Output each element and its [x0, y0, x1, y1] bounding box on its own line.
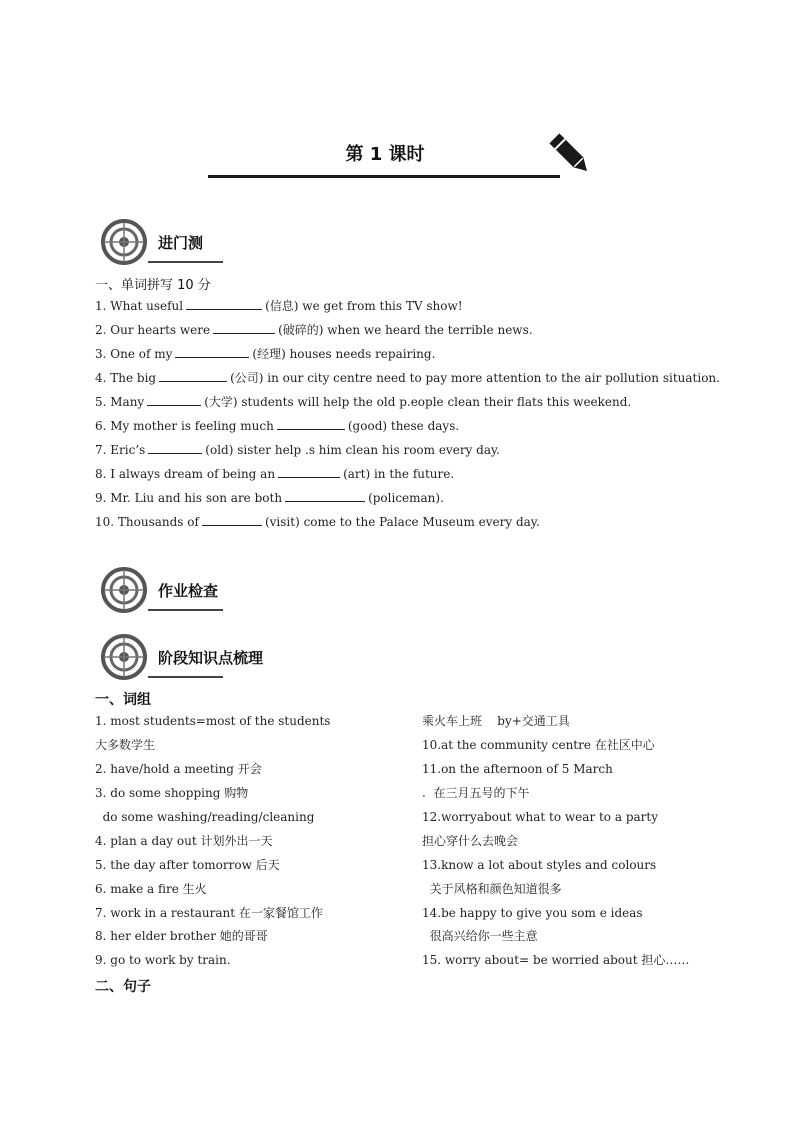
- answer-blank[interactable]: [159, 369, 227, 382]
- item-text: 6. My mother is feeling much: [95, 419, 274, 433]
- section-header-entry-test: [100, 218, 230, 268]
- answer-blank[interactable]: [213, 321, 275, 334]
- phrases-heading: 一、词组: [95, 692, 151, 708]
- section-title: 阶段知识点梳理: [158, 649, 264, 667]
- phrase-line: 很高兴给你一些主意: [422, 929, 538, 943]
- item-text: 3. One of my: [95, 347, 173, 361]
- sentences-heading: 二、句子: [95, 979, 151, 995]
- phrase-line: 6. make a fire 生火: [95, 882, 207, 896]
- item-hint: (policeman).: [368, 491, 444, 505]
- phrase-line: 11.on the afternoon of 5 March: [422, 762, 613, 776]
- answer-blank[interactable]: [285, 489, 365, 502]
- title-underline: [208, 175, 560, 178]
- item-hint: (大学) students will help the old p.eople clean their flats this weekend.: [204, 395, 632, 409]
- item-text: 8. I always dream of being an: [95, 467, 276, 481]
- item-hint: (经理) houses needs repairing.: [252, 347, 436, 361]
- item-hint: (信息) we get from this TV show!: [265, 299, 463, 313]
- phrase-line: 8. her elder brother 她的哥哥: [95, 929, 268, 943]
- spelling-item: [95, 417, 459, 434]
- answer-blank[interactable]: [148, 441, 202, 454]
- phrase-line: do some washing/reading/cleaning: [95, 810, 315, 824]
- pencil-icon: [545, 128, 595, 180]
- phrase-line: 12.worryabout what to wear to a party: [422, 810, 658, 824]
- item-text: 9. Mr. Liu and his son are both: [95, 491, 283, 505]
- phrase-line: 关于风格和颜色知道很多: [422, 882, 562, 896]
- phrase-line: . 在三月五号的下午: [422, 786, 530, 800]
- section-underline: [148, 261, 223, 263]
- spelling-item: [95, 441, 500, 458]
- spelling-item: [95, 489, 444, 506]
- item-text: 2. Our hearts were: [95, 323, 211, 337]
- target-icon: [100, 566, 148, 614]
- item-hint: (visit) come to the Palace Museum every day.: [264, 515, 540, 529]
- spelling-item: [95, 465, 454, 482]
- answer-blank[interactable]: [277, 417, 345, 430]
- phrase-line: 14.be happy to give you som e ideas: [422, 906, 643, 920]
- answer-blank[interactable]: [202, 513, 262, 526]
- phrase-line: 7. work in a restaurant 在一家餐馆工作: [95, 906, 323, 920]
- item-text: 4. The big: [95, 371, 157, 385]
- target-icon: [100, 633, 148, 681]
- spelling-item: [95, 393, 631, 410]
- item-text: 1. What useful: [95, 299, 184, 313]
- phrase-line: 10.at the community centre 在社区中心: [422, 738, 655, 752]
- spelling-item: [95, 345, 435, 362]
- item-text: 7. Eric’s: [95, 443, 146, 457]
- spelling-item: [95, 321, 533, 338]
- item-hint: (公司) in our city centre need to pay more attention to the air pollution situation.: [230, 371, 720, 385]
- phrase-line: 担心穿什么去晚会: [422, 834, 519, 848]
- item-text: 5. Many: [95, 395, 145, 409]
- section-header-homework-check: [100, 566, 230, 616]
- phrase-line: 9. go to work by train.: [95, 953, 231, 967]
- section-underline: [148, 609, 223, 611]
- spelling-heading: 一、单词拼写 10 分: [95, 278, 211, 293]
- phrase-line: 1. most students=most of the students: [95, 714, 331, 728]
- item-hint: (art) in the future.: [343, 467, 455, 481]
- answer-blank[interactable]: [175, 345, 249, 358]
- item-text: 10. Thousands of: [95, 515, 199, 529]
- target-icon: [100, 218, 148, 266]
- section-title: 进门测: [158, 234, 204, 252]
- spelling-item: [95, 297, 463, 314]
- phrase-line: 13.know a lot about styles and colours: [422, 858, 657, 872]
- section-title: 作业检查: [158, 582, 219, 600]
- phrase-line: 4. plan a day out 计划外出一天: [95, 834, 273, 848]
- section-underline: [148, 676, 223, 678]
- phrase-line: 3. do some shopping 购物: [95, 786, 249, 800]
- item-hint: (good) these days.: [347, 419, 460, 433]
- answer-blank[interactable]: [278, 465, 340, 478]
- section-header-knowledge-review: [100, 633, 264, 683]
- item-hint: (破碎的) when we heard the terrible news.: [278, 323, 533, 337]
- spelling-item: [95, 369, 720, 386]
- phrase-line: 乘火车上班 by+交通工具: [422, 714, 570, 728]
- phrase-line: 大多数学生: [95, 738, 156, 752]
- item-hint: (old) sister help .s him clean his room every day.: [205, 443, 500, 457]
- lesson-title: 第 1 课时: [345, 144, 425, 165]
- spelling-item: [95, 513, 540, 530]
- answer-blank[interactable]: [186, 297, 262, 310]
- phrase-line: 15. worry about= be worried about 担心……: [422, 953, 690, 967]
- phrase-line: 2. have/hold a meeting 开会: [95, 762, 262, 776]
- answer-blank[interactable]: [147, 393, 201, 406]
- phrase-line: 5. the day after tomorrow 后天: [95, 858, 280, 872]
